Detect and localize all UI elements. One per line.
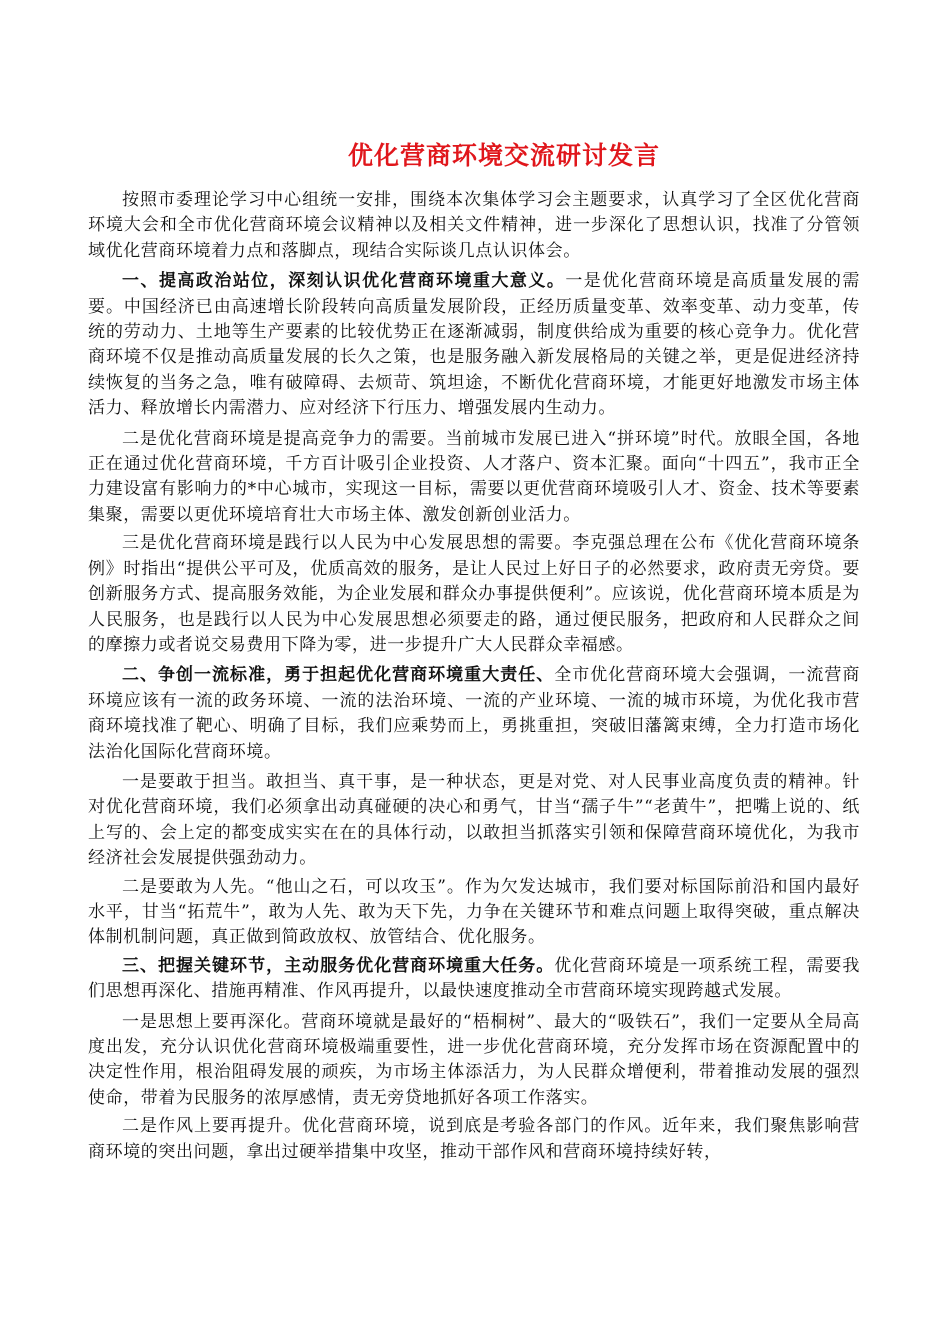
document-page <box>88 138 860 1168</box>
paragraph-2-1 <box>88 770 860 872</box>
paragraph-1-3 <box>88 531 860 658</box>
document-title: 优化营商环境交流研讨发言 <box>347 141 660 170</box>
paragraph-text: 全市优化营商环境大会强调，一流营商环境应该有一流的政务环境、一流的法治环境、一流的产业环境、一流的城市环境，为优化我市营商环境找准了靶心、明确了目标，我们应乘势而上，勇挑重担，突破旧藩篱束缚，全力打造市场化法治化国际化营商环境。 <box>88 665 860 762</box>
paragraph-intro <box>88 188 860 264</box>
paragraph-text: 优化营商环境是一项系统工程，需要我们思想再深化、措施再精准、作风再提升，以最快速度推动全市营商环境实现跨越式发展。 <box>88 955 860 1002</box>
section-heading-2: 二、争创一流标准，勇于担起优化营商环境重大责任、 <box>122 665 555 686</box>
paragraph-text: 一是思想上要再深化。营商环境就是最好的“梧桐树”、最大的“吸铁石”，我们一定要从全局高度出发，充分认识优化营商环境极端重要性，进一步优化营商环境，充分发挥市场在资源配置中的决定性作用，根治阻碍发展的顽疾，为市场主体添活力，为人民群众增便利，带着推动发展的强烈使命，带着为民服务的浓厚感情，责无旁贷地抓好各项工作落实。 <box>88 1011 860 1108</box>
section-heading-1: 一、提高政治站位，深刻认识优化营商环境重大意义。 <box>122 271 566 292</box>
paragraph-text: 二是作风上要再提升。优化营商环境，说到底是考验各部门的作风。近年来，我们聚焦影响营商环境的突出问题，拿出过硬举措集中攻坚，推动干部作风和营商环境持续好转， <box>88 1116 860 1162</box>
paragraph-text: 二是优化营商环境是提高竞争力的需要。当前城市发展已进入“拼环境”时代。放眼全国，各地正在通过优化营商环境，千方百计吸引企业投资、人才落户、资本汇聚。面向“十四五”，我市正全力建设富有影响力的*中心城市，实现这一目标，需要以更优营商环境吸引人才、资金、技术等要素集聚，需要以更优环境培育壮大市场主体、激发创新创业活力。 <box>88 428 860 525</box>
paragraph-section-2 <box>88 663 860 765</box>
section-heading-3: 三、把握关键环节，主动服务优化营商环境重大任务。 <box>122 955 555 976</box>
paragraph-text: 按照市委理论学习中心组统一安排，围绕本次集体学习会主题要求，认真学习了全区优化营商环境大会和全市优化营商环境会议精神以及相关文件精神，进一步深化了思想认识，找准了分管领域优化营商环境着力点和落脚点，现结合实际谈几点认识体会。 <box>88 190 860 261</box>
paragraph-section-1 <box>88 269 860 421</box>
paragraph-3-1 <box>88 1010 860 1112</box>
paragraph-text: 一是优化营商环境是高质量发展的需要。中国经济已由高速增长阶段转向高质量发展阶段，正经历质量变革、效率变革、动力变革，传统的劳动力、土地等生产要素的比较优势正在逐渐减弱，制度供给成为重要的核心竞争力。优化营商环境不仅是推动高质量发展的长久之策，也是服务融入新发展格局的关键之举，更是促进经济持续恢复的当务之急，唯有破障碍、去烦苛、筑坦途，不断优化营商环境，才能更好地激发市场主体活力、释放增长内需潜力、应对经济下行压力、增强发展内生动力。 <box>88 271 860 419</box>
paragraph-text: 二是要敢为人先。“他山之石，可以攻玉”。作为欠发达城市，我们要对标国际前沿和国内最好水平，甘当“拓荒牛”，敢为人先、敢为天下先，力争在关键环节和难点问题上取得突破，重点解决体制机制问题，真正做到简政放权、放管结合、优化服务。 <box>88 876 860 948</box>
paragraph-text: 一是要敢于担当。敢担当、真干事，是一种状态，更是对党、对人民事业高度负责的精神。针对优化营商环境，我们必须拿出动真碰硬的决心和勇气，甘当“孺子牛”“老黄牛”，把嘴上说的、纸上写的、会上定的都变成实实在在的具体行动，以敢担当抓落实引领和保障营商环境优化，为我市经济社会发展提供强劲动力。 <box>88 771 860 869</box>
paragraph-text: 三是优化营商环境是践行以人民为中心发展思想的需要。李克强总理在公布《优化营商环境条例》时指出“提供公平可及，优质高效的服务，是让人民过上好日子的必然要求，政府责无旁贷。要创新服务方式、提高服务效能，为企业发展和群众办事提供便利”。应该说，优化营商环境本质是为人民服务，也是践行以人民为中心发展思想必须要走的路，通过便民服务，把政府和人民群众之间的摩擦力或者说交易费用下降为零，进一步提升广大人民群众幸福感。 <box>88 533 860 655</box>
paragraph-section-3 <box>88 954 860 1005</box>
paragraph-1-2 <box>88 427 860 529</box>
paragraph-3-2 <box>88 1114 860 1165</box>
paragraph-2-2 <box>88 875 860 951</box>
